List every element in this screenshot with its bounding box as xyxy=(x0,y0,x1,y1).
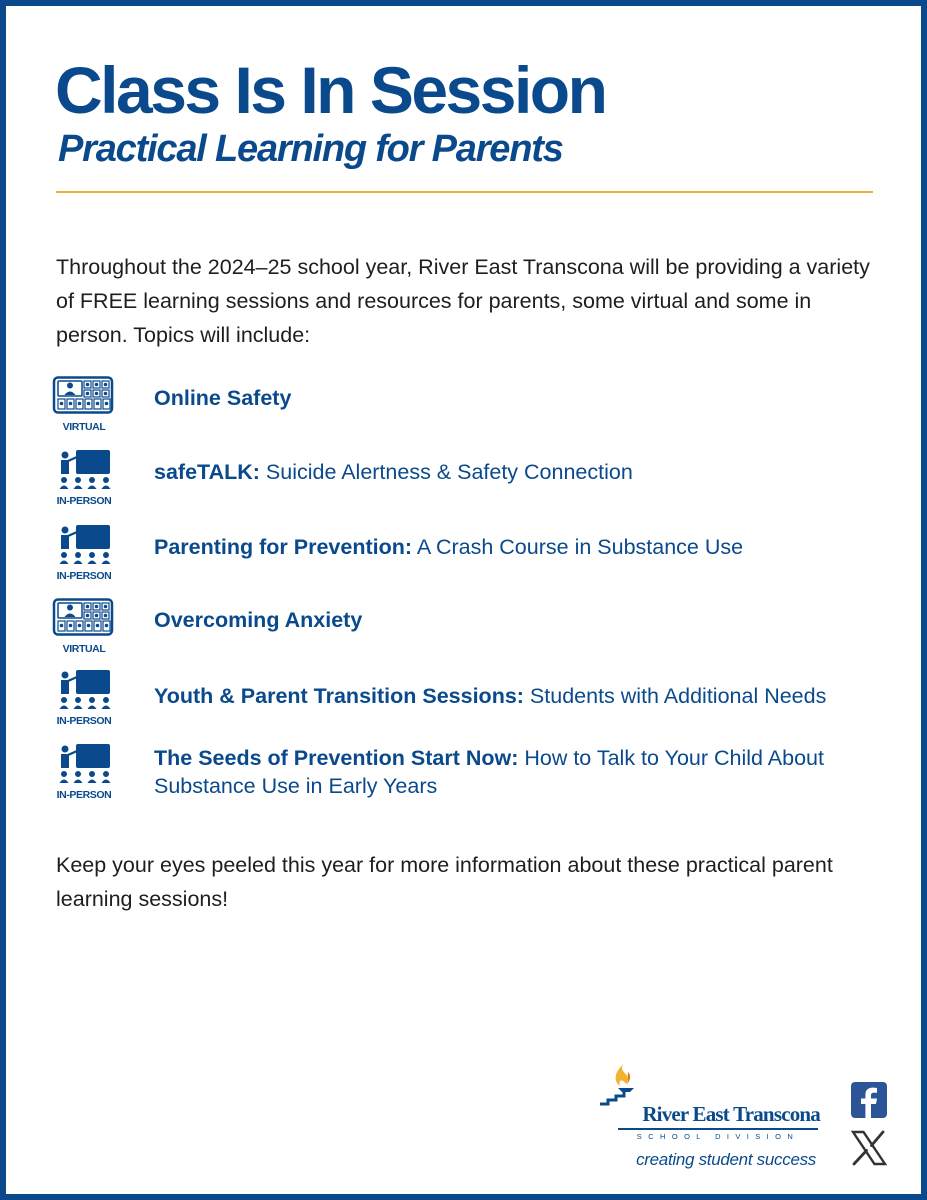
session-item-youth-parent-transition xyxy=(52,670,892,740)
session-title: The Seeds of Prevention Start Now: xyxy=(154,746,519,770)
format-label: IN-PERSON xyxy=(56,570,112,582)
session-text xyxy=(154,682,884,710)
torch-logo-icon xyxy=(594,1062,654,1106)
x-link[interactable] xyxy=(851,1130,887,1166)
format-label: IN-PERSON xyxy=(56,789,112,801)
in-person-classroom-icon xyxy=(52,744,114,788)
in-person-badge xyxy=(52,525,118,587)
gold-divider xyxy=(56,191,873,193)
logo-division: SCHOOL DIVISION xyxy=(636,1132,800,1141)
format-label: IN-PERSON xyxy=(56,495,112,507)
session-item-safetalk xyxy=(52,450,892,520)
session-text xyxy=(154,458,884,486)
session-detail: Students with Additional Needs xyxy=(523,684,827,708)
virtual-badge xyxy=(52,598,118,660)
facebook-icon xyxy=(851,1082,887,1118)
session-title: Parenting for Prevention: xyxy=(154,535,413,559)
format-label: VIRTUAL xyxy=(62,643,106,655)
session-text xyxy=(154,744,884,800)
page-subtitle: Practical Learning for Parents xyxy=(58,128,563,170)
in-person-badge xyxy=(52,670,118,732)
school-division-logo xyxy=(590,1062,825,1177)
virtual-badge xyxy=(52,376,118,438)
session-item-online-safety xyxy=(52,376,892,446)
page-title: Class Is In Session xyxy=(55,53,606,127)
closing-paragraph: Keep your eyes peeled this year for more information about these practical parent learning sessions! xyxy=(56,853,833,911)
session-detail: How to Talk to Your Child About Substance Use in Early Years xyxy=(154,746,824,798)
virtual-classroom-icon xyxy=(52,598,114,642)
session-title: Youth & Parent Transition Sessions: xyxy=(154,684,524,708)
facebook-link[interactable] xyxy=(851,1082,887,1118)
intro-paragraph: Throughout the 2024–25 school year, River East Transcona will be providing a variety of FREE learning sessions and resources for parents, some virtual and some in person. Topics will include: xyxy=(56,255,870,347)
session-detail: A Crash Course in Substance Use xyxy=(412,535,744,559)
session-detail: Suicide Alertness & Safety Connection xyxy=(259,460,633,484)
format-label: VIRTUAL xyxy=(62,421,106,433)
in-person-badge xyxy=(52,450,118,512)
session-item-parenting-for-prevention xyxy=(52,525,892,595)
in-person-classroom-icon xyxy=(52,670,114,714)
session-item-overcoming-anxiety xyxy=(52,598,892,668)
session-title: safeTALK: xyxy=(154,460,260,484)
session-title: Overcoming Anxiety xyxy=(154,608,363,632)
session-title: Online Safety xyxy=(154,386,292,410)
in-person-classroom-icon xyxy=(52,525,114,569)
virtual-classroom-icon xyxy=(52,376,114,420)
in-person-classroom-icon xyxy=(52,450,114,494)
session-text xyxy=(154,533,884,561)
x-icon xyxy=(851,1130,887,1166)
logo-name: River East Transcona xyxy=(642,1102,820,1126)
format-label: IN-PERSON xyxy=(56,715,112,727)
session-text xyxy=(154,384,884,412)
logo-tagline: creating student success xyxy=(636,1150,816,1169)
in-person-badge xyxy=(52,744,118,806)
session-item-seeds-of-prevention xyxy=(52,744,892,814)
logo-divider xyxy=(618,1128,818,1130)
session-text xyxy=(154,606,884,634)
